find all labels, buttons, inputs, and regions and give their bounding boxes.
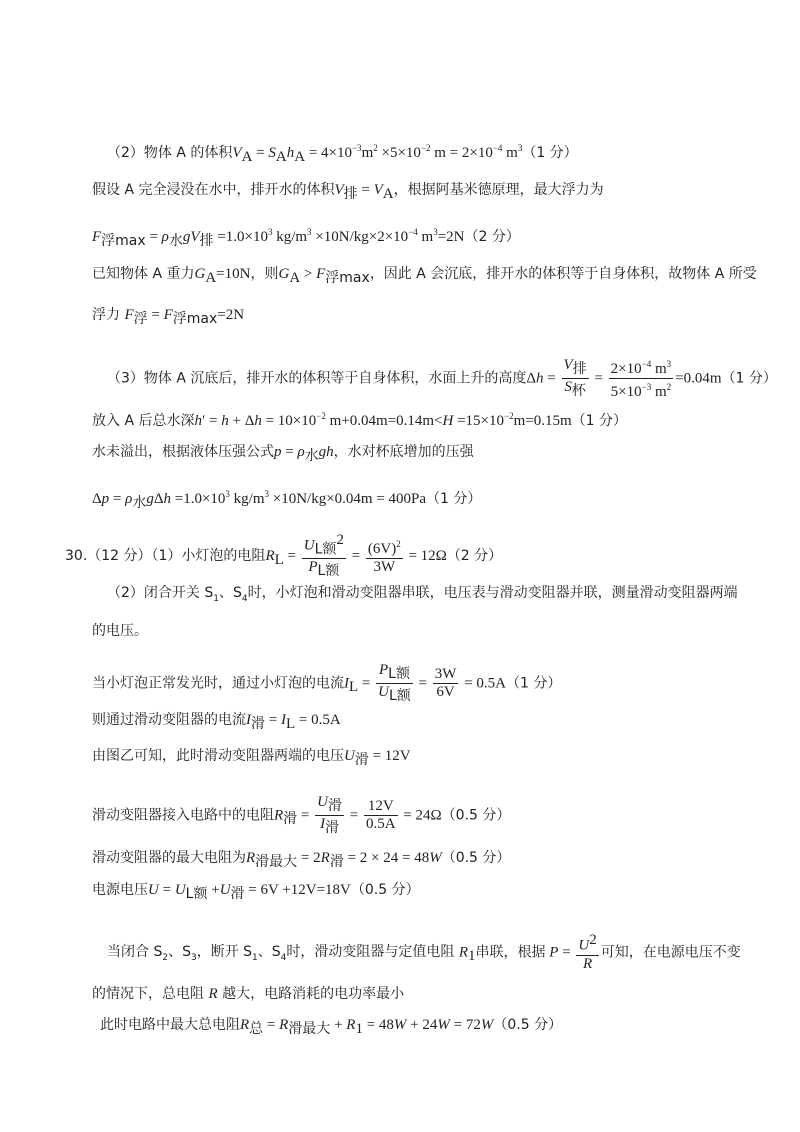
text-line: 滑动变阻器的最大电阻为$R_{滑最大} = 2R_滑 = 2 \times 24 = 48W(0.5$ 分） xyxy=(92,850,511,870)
fraction: $\frac{2\times 10^{-4} m^3}{5\times 10^{-3} m^2}$ xyxy=(609,356,673,401)
fraction: $\frac{V_排}{S_杯}$ xyxy=(563,357,587,399)
text-line: 30.（12 分）（1）小灯泡的电阻$R_L$ = $\frac{U_{L额}^2}{P_{L额}}$ = $\frac{(6V)^2}{3W}$ = 12Ω（2 分） xyxy=(65,532,503,580)
text-line: 当小灯泡正常发光时，通过小灯泡的电流$I_L$ = $\frac{P_{L额}}{U_{L额}}$ = $\frac{3W}{6V}$ = 0.5A（1 分） xyxy=(92,662,562,704)
fraction: $\frac{3W}{6V}$ xyxy=(434,665,457,700)
fraction: $\frac{P_{L额}}{U_{L额}}$ xyxy=(378,662,411,704)
text-line: 水未溢出，根据液体压强公式$p = \rho_水gh$，水对杯底增加的压强 xyxy=(92,444,474,464)
text-line: $F_{浮max} = \rho_水gV_排 =1.0\times 10^3$ $kg/m^3 \times 10N/kg\times 2\times 10^{-4}$ $m^3=2N(2$ 分） xyxy=(92,227,520,249)
text-line: 电源电压$U = U_{L额} +U_滑 = 6V +12V=18V(0.5$ 分） xyxy=(92,882,420,902)
fraction: $\frac{U^2}{R}$ xyxy=(578,932,597,972)
text-line: 由图乙可知，此时滑动变阻器两端的电压$U_滑 = 12V$ xyxy=(92,748,411,768)
fraction: $\frac{(6V)^2}{3W}$ xyxy=(366,536,403,576)
text-line: $\Delta p = \rho_水g\Delta h =1.0\times 10^3$ $kg/m^3 \times 10N/kg\times 0.04m = 400Pa(1$ 分） xyxy=(92,489,482,511)
text-line: 放入 A 后总水深$h' = h + \Delta h = 10\times 10^{-2}$ $m+0.04m=0.14m<H =15\times 10^{-2}m=0.15m(1$ 分） xyxy=(92,411,627,429)
text-line: （2）物体 A 的体积$V_A = S_Ah_A = 4\times 10^{-3}m^2 \times 5\times 10^{-2}$ $m = 2\times 10^{-4}$ $m^3(1$ 分） xyxy=(107,143,578,165)
text-line: 假设 A 完全浸没在水中，排开水的体积$V_排 = V_A$，根据阿基米德原理，最大浮力为 xyxy=(92,182,604,202)
text-line: （3）物体 A 沉底后，排开水的体积等于自身体积，水面上升的高度Δh = $\frac{V_排}{S_杯}$ = $\frac{2\times 10^{-4} m^3}{5\times 10^{-3} m^2}$ =0.04m（1 分） xyxy=(107,357,777,400)
fraction: $\frac{U_{L额}^2}{P_{L额}}$ xyxy=(303,532,344,580)
text-line: 此时电路中最大总电阻$R_总 = R_{滑最大} + R_1 = 48W + 24W = 72W(0.5$ 分） xyxy=(100,1017,563,1037)
text-line: 则通过滑动变阻器的电流$I_滑 = I_L = 0.5A$ xyxy=(92,712,341,732)
text-line: 的电压。 xyxy=(92,623,148,639)
text-line: 滑动变阻器接入电路中的电阻$R_滑$ = $\frac{U_滑}{I_滑}$ = $\frac{12V}{0.5A}$ = 24Ω（0.5 分） xyxy=(92,794,511,836)
fraction: $\frac{12V}{0.5A}$ xyxy=(365,797,396,832)
text-line: 的情况下，总电阻 R 越大，电路消耗的电功率最小 xyxy=(92,986,405,1002)
text-line: 当闭合 $S_2$、$S_3$，断开 $S_1$、$S_4$时，滑动变阻器与定值电阻 $R_1$串联，根据 P = $\frac{U^2}{R}$ 可知，在电源电压不变 xyxy=(107,932,741,972)
text-line: 已知物体 A 重力$G_A=10N$，则$G_A > F_{浮max}$，因此 A 会沉底，排开水的体积等于自身体积，故物体 A 所受 xyxy=(92,266,757,286)
fraction: $\frac{U_滑}{I_滑}$ xyxy=(317,794,342,836)
text-line: 浮力 $F_浮 = F_{浮max}=2N$ xyxy=(92,307,245,327)
text-line: （2）闭合开关 $S_1$、$S_4$时，小灯泡和滑动变阻器串联，电压表与滑动变阻器并联，测量滑动变阻器两端 xyxy=(107,585,738,604)
